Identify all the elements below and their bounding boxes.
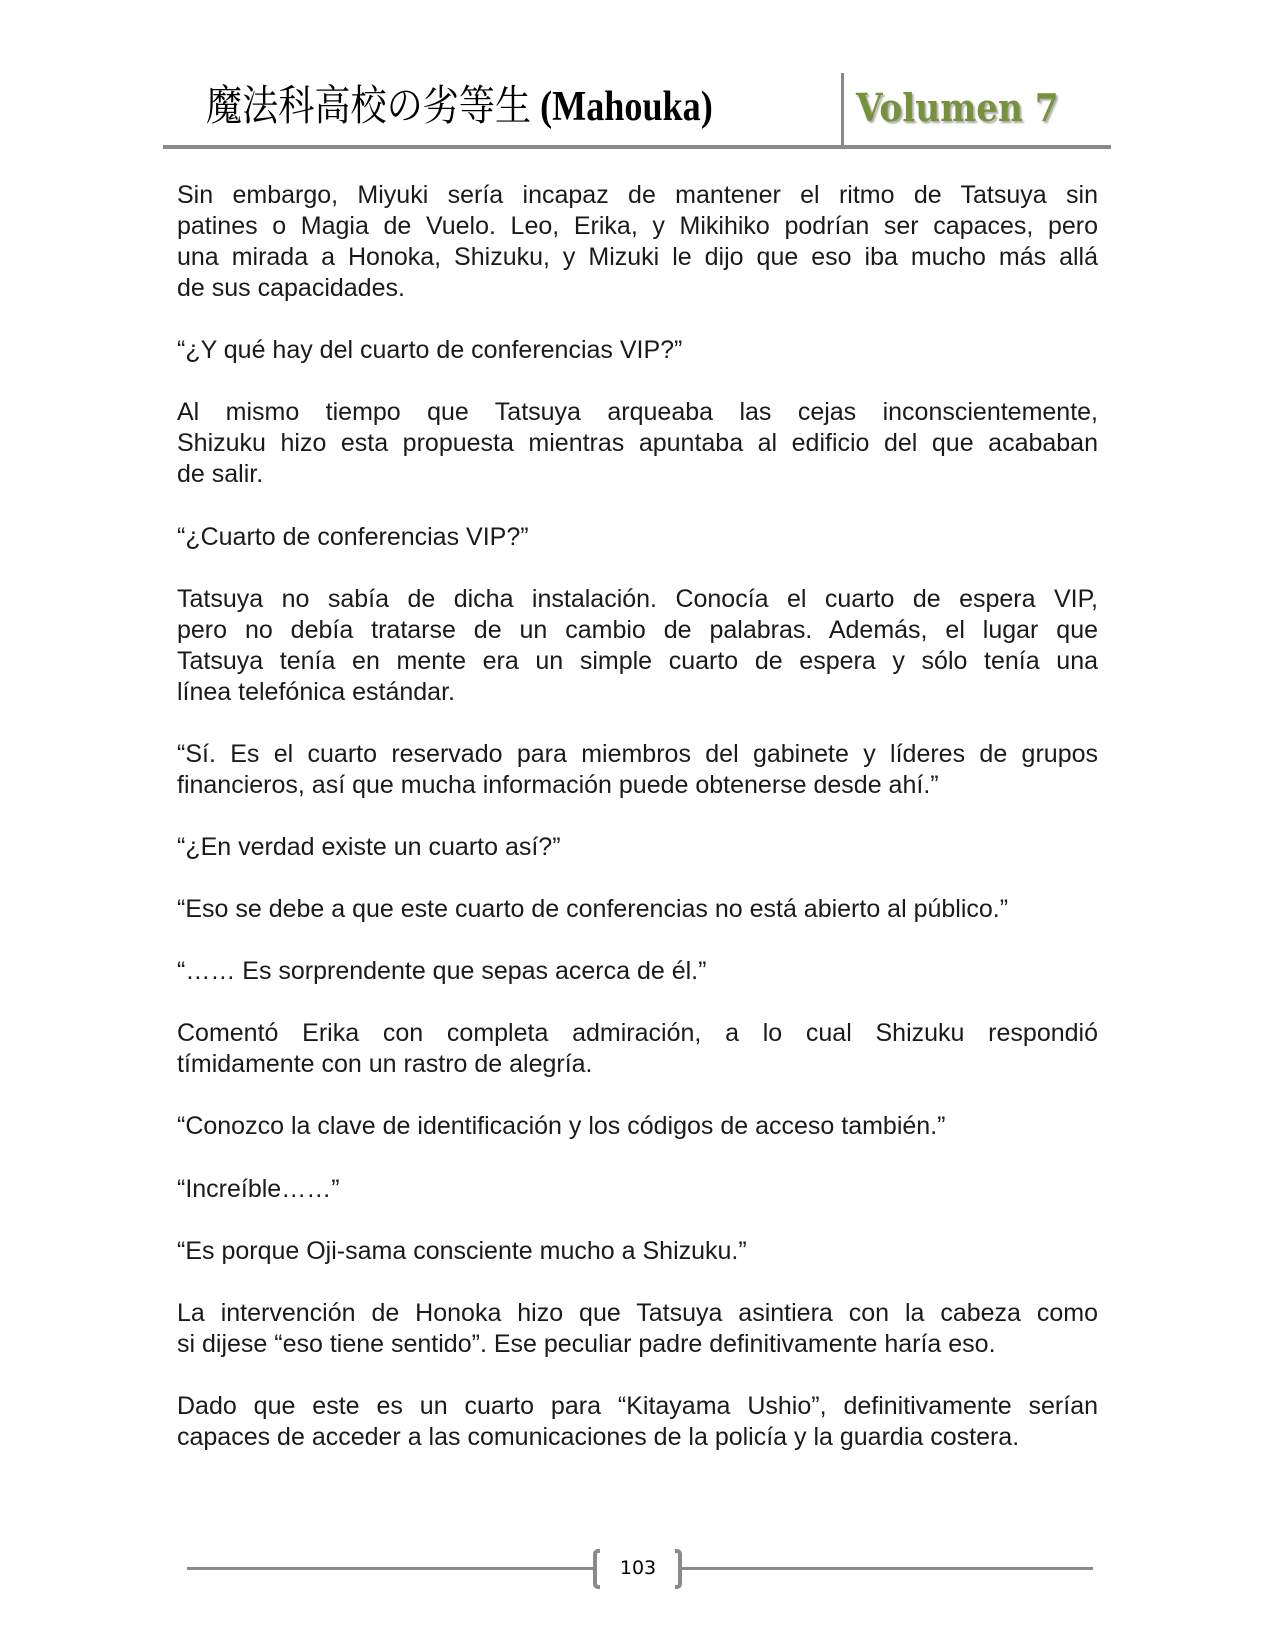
paragraph: [177, 894, 1098, 925]
paragraph: [177, 180, 1098, 304]
text-line: Tatsuya no sabía de dicha instalación. Conocía el cuarto de espera VIP,: [177, 584, 1098, 613]
text-line: pero no debía tratarse de un cambio de palabras. Además, el lugar que: [177, 615, 1098, 644]
left-bracket-icon: [593, 1549, 600, 1589]
paragraph-gap: [177, 366, 1098, 397]
text-line: “¿Cuarto de conferencias VIP?”: [177, 522, 529, 551]
paragraph: [177, 1018, 1098, 1080]
paragraph: [177, 397, 1098, 490]
text-line: una mirada a Honoka, Shizuku, y Mizuki le dijo que eso iba mucho más allá: [177, 243, 1098, 272]
paragraph-gap: [177, 708, 1098, 739]
paragraph-gap: [177, 1142, 1098, 1173]
paragraph-gap: [177, 863, 1098, 894]
paragraph-gap: [177, 1360, 1098, 1391]
text-line: si dijese “eso tiene sentido”. Ese peculiar padre definitivamente haría eso.: [177, 1329, 996, 1358]
text-line: Comentó Erika con completa admiración, a lo cual Shizuku respondió: [177, 1019, 1098, 1048]
text-line: Dado que este es un cuarto para “Kitayama Ushio”, definitivamente serían: [177, 1391, 1098, 1420]
paragraph: [177, 1391, 1098, 1453]
header-rule: [163, 145, 1111, 149]
paragraph-gap: [177, 1205, 1098, 1236]
paragraph-gap: [177, 490, 1098, 521]
paragraph-gap: [177, 1267, 1098, 1298]
text-line: “Es porque Oji-sama consciente mucho a Shizuku.”: [177, 1236, 747, 1265]
book-title: [206, 82, 713, 132]
right-bracket-icon: [675, 1549, 682, 1589]
text-line: Al mismo tiempo que Tatsuya arqueaba las cejas inconscientemente,: [177, 398, 1098, 427]
text-line: “¿En verdad existe un cuarto así?”: [177, 832, 561, 861]
text-line: Shizuku hizo esta propuesta mientras apuntaba al edificio del que acababan: [177, 429, 1098, 458]
text-line: patines o Magia de Vuelo. Leo, Erika, y Mikihiko podrían ser capaces, pero: [177, 212, 1098, 241]
paragraph: [177, 522, 1098, 553]
text-line: “Sí. Es el cuarto reservado para miembros del gabinete y líderes de grupos: [177, 739, 1098, 768]
text-line: de salir.: [177, 460, 264, 489]
book-title-japanese: 魔法科高校の劣等生: [206, 84, 532, 130]
text-line: “¿Y qué hay del cuarto de conferencias VIP?”: [177, 336, 683, 365]
paragraph-gap: [177, 925, 1098, 956]
text-line: de sus capacidades.: [177, 274, 405, 303]
paragraph: [177, 832, 1098, 863]
text-line: línea telefónica estándar.: [177, 677, 455, 706]
paragraph-gap: [177, 987, 1098, 1018]
paragraph: [177, 1298, 1098, 1360]
text-line: Tatsuya tenía en mente era un simple cuarto de espera y sólo tenía una: [177, 646, 1098, 675]
book-title-latin: (Mahouka): [540, 84, 713, 130]
paragraph: [177, 1236, 1098, 1267]
text-line: financieros, así que mucha información puede obtenerse desde ahí.”: [177, 770, 939, 799]
paragraph: [177, 335, 1098, 366]
paragraph: [177, 1111, 1098, 1142]
volume-label: Volumen 7: [856, 85, 1059, 130]
body-text: [177, 180, 1098, 1453]
footer-rule-right: [682, 1567, 1093, 1570]
paragraph: [177, 956, 1098, 987]
page-number: 103: [619, 1557, 657, 1579]
text-line: “…… Es sorprendente que sepas acerca de él.”: [177, 957, 707, 986]
text-line: “Increíble……”: [177, 1174, 340, 1203]
paragraph-gap: [177, 801, 1098, 832]
paragraph: [177, 1174, 1098, 1205]
text-line: La intervención de Honoka hizo que Tatsuya asintiera con la cabeza como: [177, 1298, 1098, 1327]
paragraph-gap: [177, 304, 1098, 335]
footer-rule-left: [187, 1567, 595, 1570]
paragraph: [177, 584, 1098, 708]
paragraph-gap: [177, 553, 1098, 584]
paragraph-gap: [177, 1080, 1098, 1111]
header-divider: [841, 73, 844, 149]
text-line: “Eso se debe a que este cuarto de conferencias no está abierto al público.”: [177, 895, 1009, 924]
text-line: “Conozco la clave de identificación y los códigos de acceso también.”: [177, 1112, 946, 1141]
text-line: tímidamente con un rastro de alegría.: [177, 1050, 593, 1079]
text-line: Sin embargo, Miyuki sería incapaz de mantener el ritmo de Tatsuya sin: [177, 181, 1098, 209]
paragraph: [177, 739, 1098, 801]
text-line: capaces de acceder a las comunicaciones de la policía y la guardia costera.: [177, 1422, 1020, 1451]
